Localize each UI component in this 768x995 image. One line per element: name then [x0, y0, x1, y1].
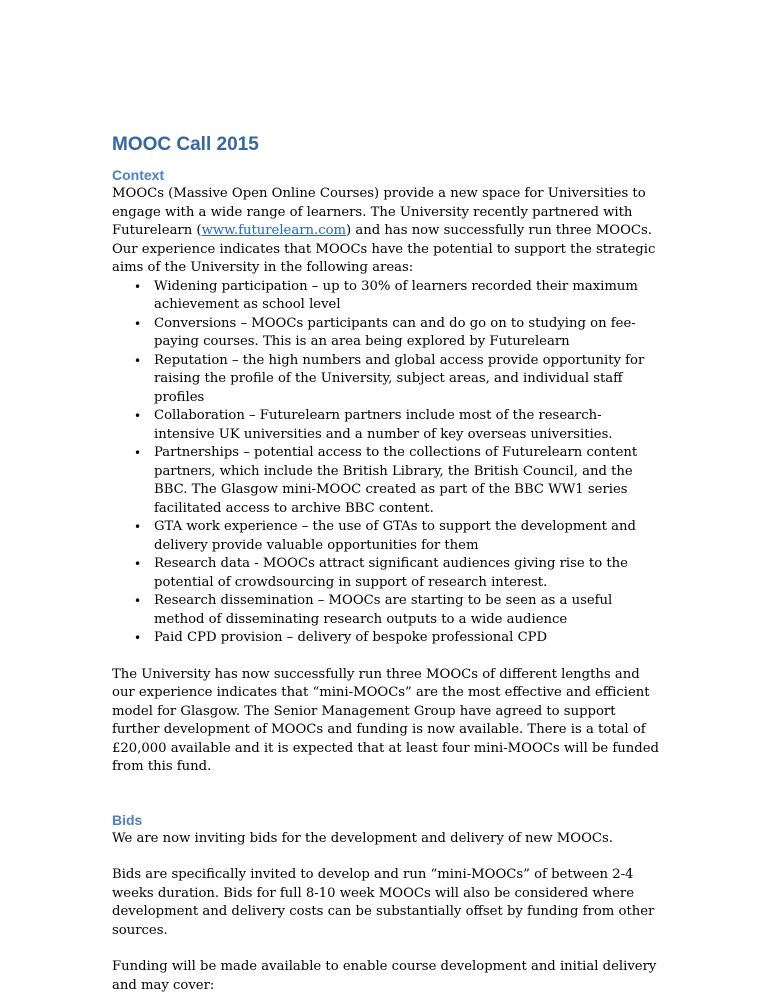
- list-item: • Research dissemination – MOOCs are starting to be seen as a useful method of disseminating research outputs to a wide audience: [154, 592, 660, 629]
- list-item: • Reputation – the high numbers and global access provide opportunity for raising the profile of the University, subject areas, and individual staff profiles: [154, 352, 660, 408]
- list-item: • Research data - MOOCs attract significant audiences giving rise to the potential of crowdsourcing in support of research interest.: [154, 555, 660, 592]
- context-summary-paragraph: The University has now successfully run three MOOCs of different lengths and our experience indicates that “mini-MOOCs” are the most effective and efficient model for Glasgow. The Senior Management Group have agreed to support further development of MOOCs and funding is now available. There is a total of £20,000 available and it is expected that at least four mini-MOOCs will be funded from this fund.: [112, 666, 659, 774]
- document-title: MOOC Call 2015: [112, 134, 259, 155]
- strategic-aims-list: [112, 278, 660, 648]
- list-item: • Widening participation – up to 30% of learners recorded their maximum achievement as school level: [154, 278, 660, 315]
- list-item: • Conversions – MOOCs participants can and do go on to studying on fee-paying courses. This is an area being explored by Futurelearn: [154, 315, 660, 352]
- document-body: [112, 133, 660, 995]
- bids-paragraph-1: We are now inviting bids for the development and delivery of new MOOCs.: [112, 830, 613, 846]
- intro-text-end: ) and has now successfully run three MOOCs. Our experience indicates that MOOCs have the potential to support the strategic aims of the University in the following areas:: [112, 223, 656, 275]
- bids-paragraph-2: Bids are specifically invited to develop and run “mini-MOOCs” of between 2-4 weeks duration. Bids for full 8-10 week MOOCs will also be considered where development and delivery costs can be substantially offset by funding from other sources.: [112, 867, 655, 938]
- list-item: • Partnerships – potential access to the collections of Futurelearn content partners, which include the British Library, the British Council, and the BBC. The Glasgow mini-MOOC created as part of the BBC WW1 series facilitated access to archive BBC content.: [154, 444, 660, 518]
- context-heading: Context: [112, 167, 165, 183]
- list-item: • Collaboration – Futurelearn partners include most of the research-intensive UK universities and a number of key overseas universities.: [154, 407, 660, 444]
- bids-paragraph-3: Funding will be made available to enable course development and initial delivery and may cover:: [112, 959, 657, 993]
- list-item: • Paid CPD provision – delivery of bespoke professional CPD: [154, 629, 660, 648]
- bids-heading: Bids: [112, 811, 143, 828]
- context-intro-paragraph: [112, 185, 660, 278]
- list-item: • GTA work experience – the use of GTAs to support the development and delivery provide valuable opportunities for them: [154, 518, 660, 555]
- futurelearn-link[interactable]: www.futurelearn.com: [201, 223, 347, 238]
- intro-text-start: MOOCs (Massive Open Online Courses) provide a new space for Universities to engage with a wide range of learners. The University recently partnered with Futurelearn (: [112, 186, 646, 238]
